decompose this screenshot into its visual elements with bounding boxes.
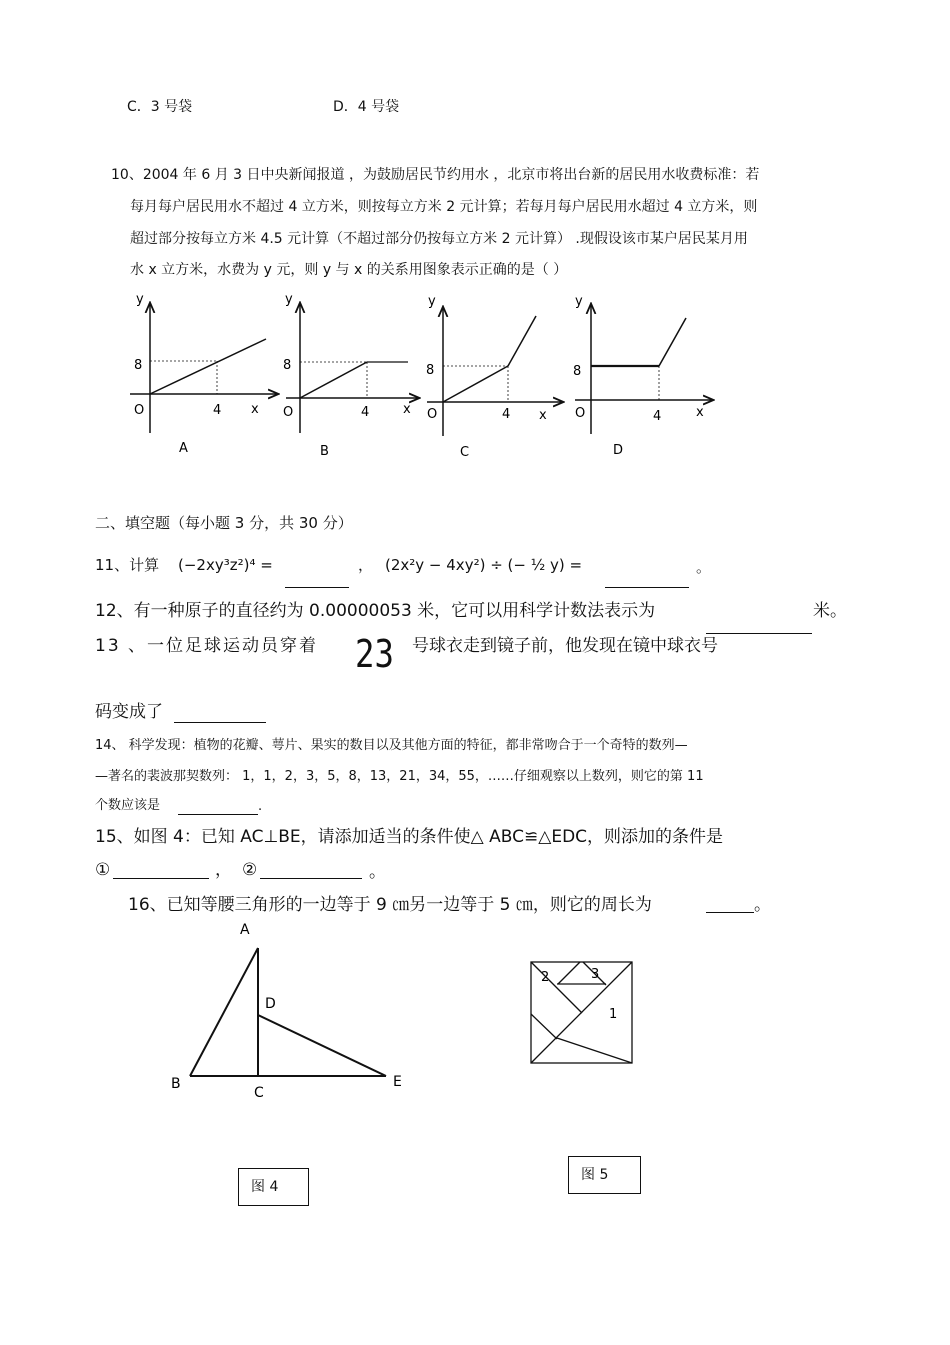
q12-end: 米。: [813, 601, 847, 621]
fig5-n2: 2: [541, 970, 550, 985]
q11-end: 。: [696, 558, 712, 576]
q13-jersey-number: 23: [355, 632, 394, 676]
q15-blank2[interactable]: [260, 864, 362, 879]
graph-a: [130, 292, 277, 456]
q15-end: 。: [369, 862, 386, 882]
q10-line4: 水 x 立方米，水费为 y 元，则 y 与 x 的关系用图象表示正确的是（ ）: [130, 262, 568, 278]
graph-b-xtick: 4: [361, 405, 370, 420]
q15-cond1-mark: ①: [95, 860, 111, 880]
fig5-caption-box: [568, 1156, 641, 1194]
q14-line2: —著名的裴波那契数列： 1，1，2，3，5，8，13，21，34，55，……仔细观察以上数列，则它的第 11: [95, 769, 704, 784]
graph-b-ytick: 8: [283, 358, 292, 373]
graph-c-label: C: [460, 445, 470, 460]
fig4-A: A: [240, 922, 250, 938]
q14-line1: 14、 科学发现：植物的花瓣、萼片、果实的数目以及其他方面的特征，都非常吻合于一个奇特的数列—: [95, 738, 688, 753]
graph-c-origin: O: [427, 407, 438, 422]
graph-a-label: A: [179, 441, 188, 456]
graph-c-x: x: [539, 408, 547, 423]
graph-c-xtick: 4: [502, 407, 511, 422]
q11-label: 11、计算: [95, 556, 160, 574]
q10-line3: 超过部分按每立方米 4.5 元计算（不超过部分仍按每立方米 2 元计算） .现假设该市某户居民某月用: [130, 231, 748, 247]
q12-blank[interactable]: [706, 619, 812, 634]
fig4-E: E: [393, 1074, 402, 1090]
section2-title: 二、填空题（每小题 3 分，共 30 分）: [95, 514, 353, 532]
graph-c-y: y: [428, 294, 436, 309]
fig4-caption-box: [238, 1168, 309, 1206]
graph-b-x: x: [403, 402, 411, 417]
graph-d-xtick: 4: [653, 409, 662, 424]
q15-line1: 15、如图 4：已知 AC⊥BE，请添加适当的条件使△ ABC≌△EDC，则添加的条件是: [95, 827, 724, 847]
graph-a-xtick: 4: [213, 403, 222, 418]
graph-d-label: D: [613, 443, 624, 458]
fig5-n1: 1: [609, 1007, 618, 1022]
graph-c-ytick: 8: [426, 363, 435, 378]
q14-line3: 个数应该是: [95, 798, 161, 813]
q10-line2: 每月每户居民用水不超过 4 立方米，则按每立方米 2 元计算；若每月每户居民用水超过 4 立方米，则: [130, 199, 758, 215]
q13-line2: 码变成了: [95, 702, 163, 722]
q11-blank2[interactable]: [605, 573, 689, 588]
fig4-C: C: [254, 1085, 264, 1101]
q13-blank[interactable]: [174, 708, 266, 723]
graph-a-origin: O: [134, 403, 145, 418]
graph-d-origin: O: [575, 406, 586, 421]
fig5-n3: 3: [591, 967, 600, 982]
fig5-caption: 图 5: [581, 1167, 609, 1183]
graph-d: [573, 294, 712, 458]
graph-d-x: x: [696, 405, 704, 420]
q11-blank1[interactable]: [285, 573, 349, 588]
graph-d-y: y: [575, 294, 583, 309]
option-c: C．3 号袋: [127, 99, 193, 115]
graph-b-y: y: [285, 292, 293, 307]
q16-text: 16、已知等腰三角形的一边等于 9 ㎝另一边等于 5 ㎝，则它的周长为: [128, 895, 652, 915]
graph-b-origin: O: [283, 405, 294, 420]
graph-a-ytick: 8: [134, 358, 143, 373]
q15-cond2-mark: ②: [242, 860, 258, 880]
q11-expr1: (−2xy³z²)⁴ =: [178, 556, 273, 574]
graph-d-ytick: 8: [573, 364, 582, 379]
figure4: [171, 922, 402, 1101]
q13-part1: 13 、一位足球运动员穿着: [95, 636, 319, 656]
q16-end: 。: [754, 895, 771, 915]
option-d: D．4 号袋: [333, 99, 400, 115]
graph-b-label: B: [320, 444, 329, 459]
q14-blank[interactable]: [178, 800, 258, 815]
q15-sep: ，: [215, 860, 232, 880]
fig4-caption: 图 4: [251, 1179, 279, 1195]
q11-expr2: (2x²y − 4xy²) ÷ (− ½ y) =: [385, 556, 583, 574]
graph-a-y: y: [136, 292, 144, 307]
fig4-B: B: [171, 1076, 181, 1092]
figures: [0, 910, 950, 1210]
q10-line1: 10、2004 年 6 月 3 日中央新闻报道 ，为鼓励居民节约用水 ，北京市将出台新的居民用水收费标准：若: [111, 167, 760, 183]
graph-c: [426, 294, 562, 460]
q12-text: 12、有一种原子的直径约为 0.00000053 米，它可以用科学计数法表示为: [95, 601, 656, 621]
graph-a-x: x: [251, 402, 259, 417]
q10-graphs: [0, 0, 950, 470]
q14-end: .: [258, 799, 263, 814]
q15-blank1[interactable]: [113, 864, 209, 879]
fig4-D: D: [265, 996, 276, 1012]
q13-part2: 号球衣走到镜子前，他发现在镜中球衣号: [412, 636, 718, 656]
graph-b: [283, 292, 418, 459]
